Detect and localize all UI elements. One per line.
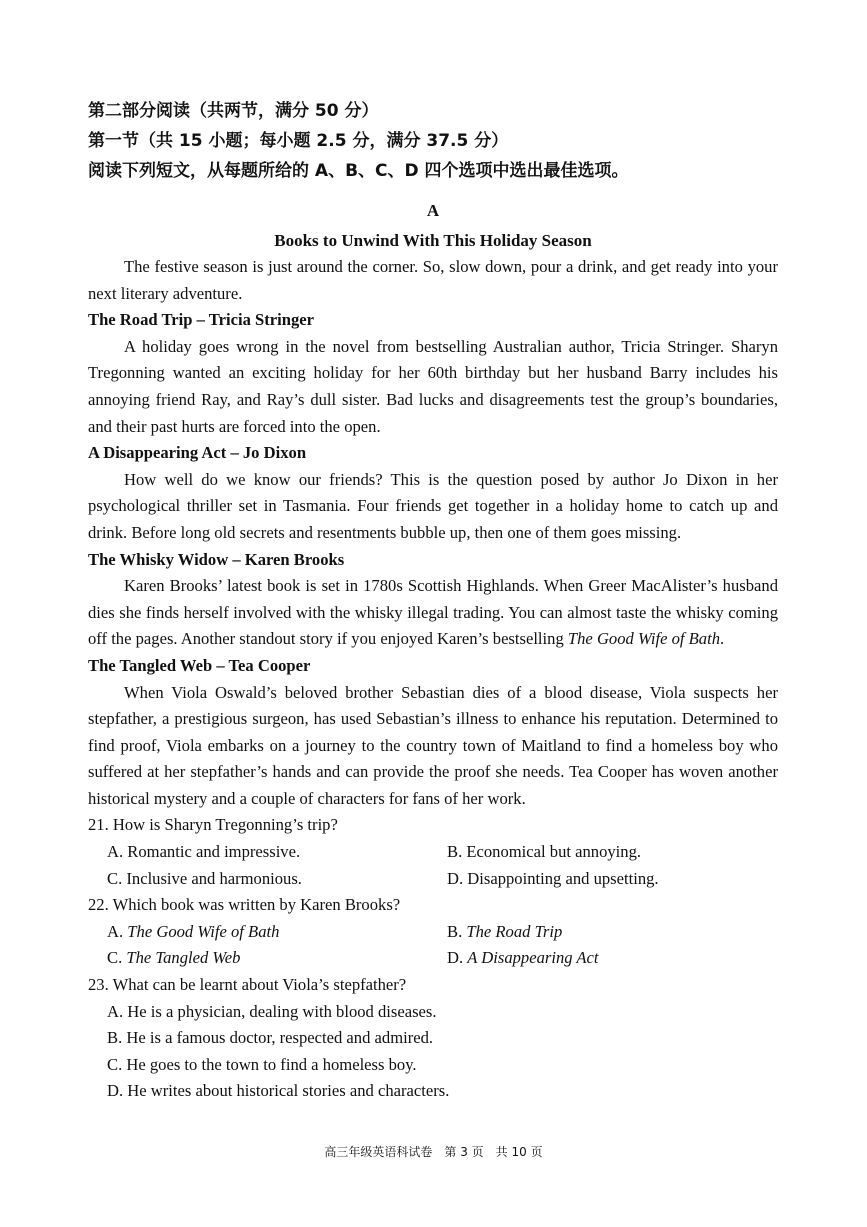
section-header: 第一节（共 15 小题；每小题 2.5 分，满分 37.5 分） [88, 131, 509, 151]
book-text-whisky-widow [88, 573, 778, 653]
option-text: The Road Trip [466, 921, 563, 941]
question-21-option-c[interactable] [107, 866, 447, 893]
book-text-whisky-widow-italic: The Good Wife of Bath [567, 629, 721, 649]
option-label: A. [107, 921, 124, 941]
option-text: The Good Wife of Bath [127, 921, 280, 941]
question-23-stem: 23. What can be learnt about Viola’s stepfather? [88, 975, 407, 995]
question-23-option-b[interactable] [88, 1025, 778, 1052]
book-text-disappearing-act: How well do we know our friends? This is the question posed by author Jo Dixon in her psychological thriller set in Tasmania. Four friends get together in a holiday home to catch up and drink. Before long old secrets and resentments bubble up, then one of them goes missing. [88, 469, 778, 542]
option-label: B. [447, 921, 463, 941]
option-label: C. [107, 948, 123, 968]
question-21-option-b[interactable] [447, 839, 777, 866]
book-text-road-trip: A holiday goes wrong in the novel from bestselling Australian author, Tricia Stringer. Sharyn Tregonning wanted an exciting holiday for her 60th birthday but her husband Barry includes his annoying friend Ray, and Ray’s dull sister. Bad lucks and disagreements test the group’s boundaries, and their past hurts are forced into the open. [88, 336, 778, 436]
option-text: Economical but annoying. [466, 842, 642, 862]
question-21-option-d[interactable] [447, 866, 777, 893]
question-21-stem: 21. How is Sharyn Tregonning’s trip? [88, 815, 338, 835]
option-text: He is a physician, dealing with blood diseases. [127, 1001, 437, 1021]
question-22-option-d[interactable] [447, 945, 777, 972]
passage-letter: A [426, 201, 440, 220]
page-footer: 高三年级英语科试卷 第 3 页 共 10 页 [324, 1145, 543, 1159]
question-22-option-b[interactable] [447, 919, 777, 946]
exam-page [88, 96, 778, 1105]
book-text-tangled-web: When Viola Oswald’s beloved brother Sebastian dies of a blood disease, Viola suspects her stepfather, a prestigious surgeon, has used Sebastian’s illness to enhance his reputation. Determined to find proof, Viola embarks on a journey to the country town of Maitland to find a homeless boy who suffered at her stepfather’s hands and can provide the proof she needs. Tea Cooper has woven another historical mystery and a couple of characters for fans of her work. [88, 682, 778, 808]
instruction-header: 阅读下列短文，从每题所给的 A、B、C、D 四个选项中选出最佳选项。 [88, 161, 629, 181]
option-text: A Disappearing Act [467, 948, 599, 968]
book-text-whisky-widow-end: . [720, 629, 725, 649]
question-22-option-a[interactable] [107, 919, 447, 946]
option-text: He goes to the town to find a homeless boy. [126, 1054, 417, 1074]
option-text: Romantic and impressive. [127, 842, 301, 862]
question-21-option-a[interactable] [107, 839, 447, 866]
option-text: Disappointing and upsetting. [467, 868, 659, 888]
passage-intro: The festive season is just around the corner. So, slow down, pour a drink, and get ready into your next literary adventure. [88, 257, 778, 303]
option-label: D. [107, 1081, 124, 1101]
book-text-whisky-widow-main: Karen Brooks’ latest book is set in 1780s Scottish Highlands. When Greer MacAlister’s husband dies she finds herself involved with the whisky illegal trading. You can almost taste the whisky coming off the pages. Another standout story if you enjoyed Karen’s bestselling [88, 576, 778, 649]
option-label: A. [107, 1001, 124, 1021]
option-label: C. [107, 1054, 123, 1074]
question-23-option-a[interactable] [88, 999, 778, 1026]
option-label: B. [447, 842, 463, 862]
option-text: He is a famous doctor, respected and admired. [126, 1028, 434, 1048]
book-heading-disappearing-act: A Disappearing Act – Jo Dixon [88, 443, 307, 463]
option-label: A. [107, 842, 124, 862]
option-label: D. [447, 948, 464, 968]
question-22-options [88, 919, 778, 972]
question-21-options [88, 839, 778, 892]
option-label: C. [107, 868, 123, 888]
option-text: The Tangled Web [126, 948, 241, 968]
question-22-stem: 22. Which book was written by Karen Brooks? [88, 895, 401, 915]
option-label: B. [107, 1028, 123, 1048]
option-label: D. [447, 868, 464, 888]
part-header: 第二部分阅读（共两节，满分 50 分） [88, 101, 379, 121]
question-23-option-d[interactable] [88, 1078, 778, 1105]
book-heading-whisky-widow: The Whisky Widow – Karen Brooks [88, 549, 345, 569]
question-23-option-c[interactable] [88, 1052, 778, 1079]
question-22-option-c[interactable] [107, 945, 447, 972]
option-text: He writes about historical stories and characters. [127, 1081, 450, 1101]
book-heading-road-trip: The Road Trip – Tricia Stringer [88, 310, 315, 330]
passage-title: Books to Unwind With This Holiday Season [274, 231, 592, 250]
option-text: Inclusive and harmonious. [126, 868, 302, 888]
book-heading-tangled-web: The Tangled Web – Tea Cooper [88, 655, 311, 675]
